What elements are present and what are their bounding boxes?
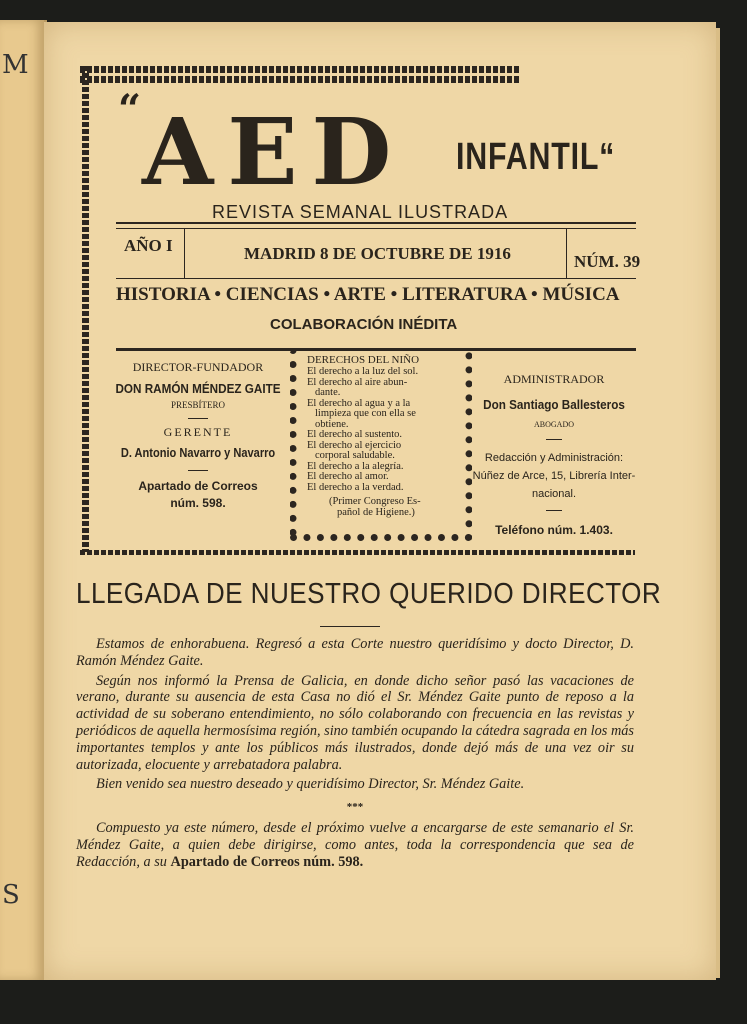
article-body	[76, 636, 634, 873]
po-box-line1: Apartado de Correos	[138, 479, 258, 493]
rights-line: El derecho al sustento.	[307, 429, 403, 440]
magazine-title: AED	[142, 98, 406, 206]
rights-content	[297, 350, 465, 518]
collaboration-label: COLABORACIÓN INÉDITA	[270, 316, 458, 333]
rights-line: El derecho a la luz del sol.	[307, 366, 419, 377]
article-paragraph: Estamos de enhorabuena. Regresó a esta Corte nuestro queridísimo y docto Director, D. Ramón Méndez Gaite.	[76, 636, 634, 669]
rights-source: (Primer Congreso Es-	[329, 496, 421, 507]
closing-text: Compuesto ya este número, desde el próximo vuelve a encargarse de este semanario el Sr. Méndez Gaite, a quien debe dirigirse, como antes, toda la correspondencia que sea de Redacción, a su	[76, 819, 634, 870]
address-line3: nacional.	[531, 488, 577, 500]
rights-line: El derecho al amor.	[307, 471, 389, 482]
article-title: LLEGADA DE NUESTRO QUERIDO DIRECTOR	[76, 578, 662, 610]
po-box-line2: núm. 598.	[170, 496, 226, 510]
director-name: DON RAMÓN MÉNDEZ GAITE	[115, 381, 281, 396]
page-edge	[716, 28, 720, 978]
left-page-fragment: M	[2, 50, 29, 80]
administration-column	[464, 372, 644, 537]
rights-line: El derecho al agua y a la	[307, 397, 411, 409]
left-dotted-border	[82, 66, 89, 552]
left-page-edge	[0, 20, 47, 980]
rule-top	[116, 222, 636, 224]
phone-number: Teléfono núm. 1.403.	[495, 523, 613, 537]
manager-divider	[188, 470, 208, 471]
director-column	[106, 360, 290, 510]
left-page-fragment: S	[2, 880, 20, 910]
address-divider	[546, 510, 562, 511]
administrator-name: Don Santiago Ballesteros	[483, 397, 625, 412]
rule-top-thin	[116, 228, 636, 229]
rights-line: El derecho al ejercicio	[307, 439, 402, 451]
administrator-title: ABOGADO	[534, 420, 574, 429]
magazine-subtitle: REVISTA SEMANAL ILUSTRADA	[212, 202, 509, 222]
rights-line: dante.	[315, 387, 341, 398]
bottom-dotted-border	[80, 550, 635, 555]
rights-source: pañol de Higiene.)	[337, 506, 415, 518]
topics-line: HISTORIA • CIENCIAS • ARTE • LITERATURA • MÚSICA	[116, 284, 620, 305]
title-underline	[320, 626, 380, 627]
rule-mid	[116, 278, 636, 279]
article-paragraph: Bien venido sea nuestro deseado y queridísimo Director, Sr. Méndez Gaite.	[96, 776, 525, 793]
issue-number: NÚM. 39	[574, 252, 641, 271]
address-line2: Núñez de Arce, 15, Librería Inter-	[472, 470, 636, 482]
administration-divider	[546, 439, 562, 440]
issue-date: MADRID 8 DE OCTUBRE DE 1916	[244, 244, 511, 263]
closing-po-box: Apartado de Correos núm. 598.	[170, 853, 364, 870]
magazine-title-suffix: INFANTIL“	[456, 136, 616, 178]
magazine-page	[44, 22, 716, 980]
year-label: AÑO I	[124, 236, 173, 255]
article-paragraph: Según nos informó la Prensa de Galicia, en donde dicho señor pasó las vacaciones de verano, durante su ausencia de esta Casa no dió el Sr. Méndez Gaite punto de reposo a la actividad de su soberano entendimiento, no sólo colaborando con frecuencia en las revistas y periódicos de aquella hermosísima región, sino también ocupando la cátedra sagrada en los más importantes templos y ante los públicos más ilustrados, donde dejó más de una vez oir su autorizada, elocuente y arrebatadora palabra.	[76, 672, 634, 773]
director-divider	[188, 418, 208, 419]
administrator-role: ADMINISTRADOR	[503, 372, 605, 386]
top-dotted-border-2	[80, 76, 520, 83]
top-dotted-border	[80, 66, 520, 73]
article-paragraph	[76, 820, 634, 870]
rights-heading: DERECHOS DEL NIÑO	[307, 354, 420, 366]
director-role: DIRECTOR-FUNDADOR	[132, 360, 264, 374]
rule-divider-1	[184, 228, 185, 278]
separator-stars: ***	[346, 801, 364, 814]
manager-role: GERENTE	[163, 425, 233, 439]
rights-line: limpieza que con ella se	[315, 408, 416, 419]
rights-line: El derecho a la verdad.	[307, 481, 404, 493]
rights-line: corporal saludable.	[315, 450, 395, 461]
address-line1: Redacción y Administración:	[484, 452, 624, 464]
opening-quote: “	[118, 86, 142, 133]
rights-line: El derecho al aire abun-	[307, 376, 408, 388]
rights-box	[290, 350, 472, 541]
director-title: PRESBÍTERO	[170, 400, 225, 410]
rights-line: El derecho a la alegría.	[307, 460, 404, 472]
rights-line: obtiene.	[315, 418, 349, 430]
manager-name: D. Antonio Navarro y Navarro	[120, 445, 276, 460]
rule-divider-2	[566, 228, 567, 278]
